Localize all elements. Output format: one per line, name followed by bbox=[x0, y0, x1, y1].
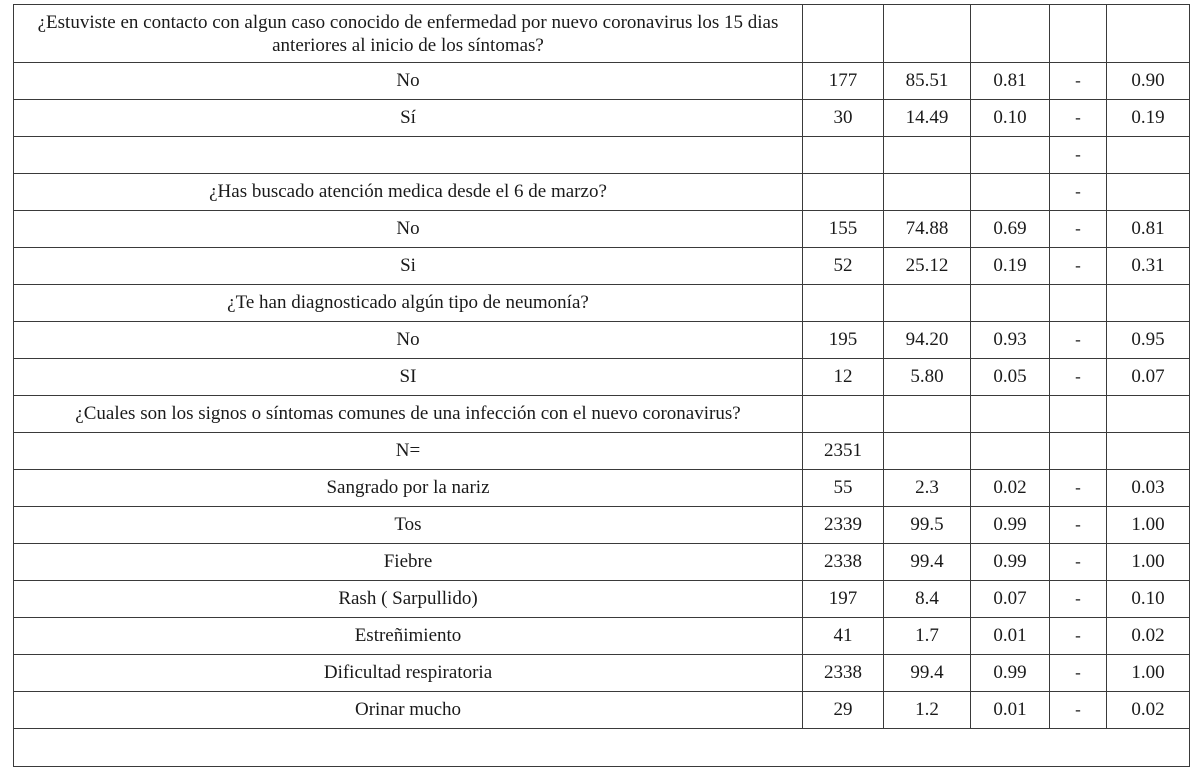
ci-lower-cell: 0.10 bbox=[971, 100, 1050, 137]
table-row bbox=[14, 581, 1190, 618]
table-row bbox=[14, 396, 1190, 433]
ci-upper-cell: 0.90 bbox=[1107, 63, 1190, 100]
ci-separator-cell: - bbox=[1050, 692, 1107, 729]
count-cell: 155 bbox=[803, 211, 884, 248]
ci-separator-cell: - bbox=[1050, 100, 1107, 137]
table-row bbox=[14, 470, 1190, 507]
ci-separator-cell: - bbox=[1050, 137, 1107, 174]
ci-upper-cell bbox=[1107, 433, 1190, 470]
row-label: N= bbox=[14, 433, 803, 470]
empty-footer-cell bbox=[14, 729, 1190, 767]
table-row bbox=[14, 248, 1190, 285]
row-label bbox=[14, 137, 803, 174]
row-label: Si bbox=[14, 248, 803, 285]
table-row bbox=[14, 174, 1190, 211]
percent-cell: 25.12 bbox=[884, 248, 971, 285]
percent-cell: 74.88 bbox=[884, 211, 971, 248]
ci-separator-cell: - bbox=[1050, 544, 1107, 581]
ci-separator-cell: - bbox=[1050, 63, 1107, 100]
ci-upper-cell bbox=[1107, 396, 1190, 433]
table-row bbox=[14, 211, 1190, 248]
ci-separator-cell: - bbox=[1050, 359, 1107, 396]
ci-upper-cell: 0.02 bbox=[1107, 692, 1190, 729]
count-cell: 52 bbox=[803, 248, 884, 285]
percent-cell bbox=[884, 137, 971, 174]
row-label: Orinar mucho bbox=[14, 692, 803, 729]
table-row bbox=[14, 285, 1190, 322]
ci-upper-cell bbox=[1107, 137, 1190, 174]
ci-lower-cell bbox=[971, 285, 1050, 322]
ci-lower-cell: 0.02 bbox=[971, 470, 1050, 507]
count-cell: 30 bbox=[803, 100, 884, 137]
ci-lower-cell: 0.01 bbox=[971, 618, 1050, 655]
ci-upper-cell bbox=[1107, 5, 1190, 63]
ci-separator-cell bbox=[1050, 285, 1107, 322]
row-label: Tos bbox=[14, 507, 803, 544]
count-cell: 2338 bbox=[803, 655, 884, 692]
ci-separator-cell bbox=[1050, 396, 1107, 433]
table-row bbox=[14, 322, 1190, 359]
percent-cell bbox=[884, 5, 971, 63]
percent-cell: 99.4 bbox=[884, 544, 971, 581]
row-label: Rash ( Sarpullido) bbox=[14, 581, 803, 618]
ci-upper-cell: 0.95 bbox=[1107, 322, 1190, 359]
row-label: SI bbox=[14, 359, 803, 396]
table-row bbox=[14, 618, 1190, 655]
percent-cell: 2.3 bbox=[884, 470, 971, 507]
count-cell: 2338 bbox=[803, 544, 884, 581]
ci-lower-cell: 0.07 bbox=[971, 581, 1050, 618]
count-cell: 29 bbox=[803, 692, 884, 729]
percent-cell: 99.4 bbox=[884, 655, 971, 692]
count-cell: 12 bbox=[803, 359, 884, 396]
count-cell: 2339 bbox=[803, 507, 884, 544]
ci-upper-cell: 0.81 bbox=[1107, 211, 1190, 248]
ci-upper-cell: 1.00 bbox=[1107, 655, 1190, 692]
ci-lower-cell: 0.93 bbox=[971, 322, 1050, 359]
table-row bbox=[14, 544, 1190, 581]
table-row bbox=[14, 507, 1190, 544]
table-row bbox=[14, 655, 1190, 692]
ci-upper-cell bbox=[1107, 285, 1190, 322]
percent-cell: 85.51 bbox=[884, 63, 971, 100]
percent-cell: 1.7 bbox=[884, 618, 971, 655]
ci-upper-cell: 0.07 bbox=[1107, 359, 1190, 396]
percent-cell: 8.4 bbox=[884, 581, 971, 618]
count-cell bbox=[803, 5, 884, 63]
row-label: Sangrado por la nariz bbox=[14, 470, 803, 507]
ci-separator-cell: - bbox=[1050, 248, 1107, 285]
ci-lower-cell: 0.05 bbox=[971, 359, 1050, 396]
percent-cell: 99.5 bbox=[884, 507, 971, 544]
ci-lower-cell bbox=[971, 137, 1050, 174]
ci-upper-cell: 0.19 bbox=[1107, 100, 1190, 137]
row-label: ¿Estuviste en contacto con algun caso conocido de enfermedad por nuevo coronavirus los 15 dias anteriores al inicio de los síntomas? bbox=[14, 5, 803, 63]
ci-lower-cell: 0.99 bbox=[971, 544, 1050, 581]
ci-lower-cell bbox=[971, 396, 1050, 433]
ci-upper-cell: 1.00 bbox=[1107, 544, 1190, 581]
row-label: ¿Te han diagnosticado algún tipo de neumonía? bbox=[14, 285, 803, 322]
ci-separator-cell: - bbox=[1050, 618, 1107, 655]
percent-cell: 14.49 bbox=[884, 100, 971, 137]
count-cell bbox=[803, 174, 884, 211]
row-label: ¿Has buscado atención medica desde el 6 de marzo? bbox=[14, 174, 803, 211]
row-label: Fiebre bbox=[14, 544, 803, 581]
percent-cell: 1.2 bbox=[884, 692, 971, 729]
ci-lower-cell bbox=[971, 433, 1050, 470]
percent-cell: 5.80 bbox=[884, 359, 971, 396]
percent-cell bbox=[884, 433, 971, 470]
ci-upper-cell: 1.00 bbox=[1107, 507, 1190, 544]
table-row bbox=[14, 433, 1190, 470]
count-cell: 41 bbox=[803, 618, 884, 655]
count-cell: 177 bbox=[803, 63, 884, 100]
ci-upper-cell: 0.02 bbox=[1107, 618, 1190, 655]
count-cell: 195 bbox=[803, 322, 884, 359]
table-row bbox=[14, 63, 1190, 100]
count-cell bbox=[803, 137, 884, 174]
percent-cell bbox=[884, 174, 971, 211]
table-row bbox=[14, 359, 1190, 396]
ci-upper-cell: 0.31 bbox=[1107, 248, 1190, 285]
ci-upper-cell: 0.10 bbox=[1107, 581, 1190, 618]
ci-separator-cell: - bbox=[1050, 581, 1107, 618]
ci-lower-cell bbox=[971, 174, 1050, 211]
table-body bbox=[14, 5, 1190, 767]
table-footer-row bbox=[14, 729, 1190, 767]
ci-separator-cell: - bbox=[1050, 507, 1107, 544]
count-cell: 55 bbox=[803, 470, 884, 507]
ci-upper-cell: 0.03 bbox=[1107, 470, 1190, 507]
table-row bbox=[14, 692, 1190, 729]
ci-lower-cell: 0.19 bbox=[971, 248, 1050, 285]
ci-lower-cell: 0.81 bbox=[971, 63, 1050, 100]
table-row bbox=[14, 137, 1190, 174]
ci-lower-cell: 0.69 bbox=[971, 211, 1050, 248]
ci-separator-cell: - bbox=[1050, 174, 1107, 211]
survey-table bbox=[13, 4, 1190, 767]
ci-separator-cell bbox=[1050, 433, 1107, 470]
ci-lower-cell: 0.99 bbox=[971, 655, 1050, 692]
row-label: Dificultad respiratoria bbox=[14, 655, 803, 692]
ci-separator-cell: - bbox=[1050, 655, 1107, 692]
ci-lower-cell: 0.01 bbox=[971, 692, 1050, 729]
row-label: No bbox=[14, 63, 803, 100]
ci-lower-cell: 0.99 bbox=[971, 507, 1050, 544]
row-label: ¿Cuales son los signos o síntomas comunes de una infección con el nuevo coronavirus? bbox=[14, 396, 803, 433]
row-label: No bbox=[14, 211, 803, 248]
count-cell bbox=[803, 396, 884, 433]
percent-cell bbox=[884, 396, 971, 433]
ci-upper-cell bbox=[1107, 174, 1190, 211]
percent-cell bbox=[884, 285, 971, 322]
row-label: Sí bbox=[14, 100, 803, 137]
ci-lower-cell bbox=[971, 5, 1050, 63]
row-label: No bbox=[14, 322, 803, 359]
ci-separator-cell: - bbox=[1050, 470, 1107, 507]
table-row bbox=[14, 5, 1190, 63]
percent-cell: 94.20 bbox=[884, 322, 971, 359]
ci-separator-cell: - bbox=[1050, 211, 1107, 248]
ci-separator-cell: - bbox=[1050, 322, 1107, 359]
count-cell bbox=[803, 285, 884, 322]
table-row bbox=[14, 100, 1190, 137]
row-label: Estreñimiento bbox=[14, 618, 803, 655]
count-cell: 2351 bbox=[803, 433, 884, 470]
ci-separator-cell bbox=[1050, 5, 1107, 63]
count-cell: 197 bbox=[803, 581, 884, 618]
